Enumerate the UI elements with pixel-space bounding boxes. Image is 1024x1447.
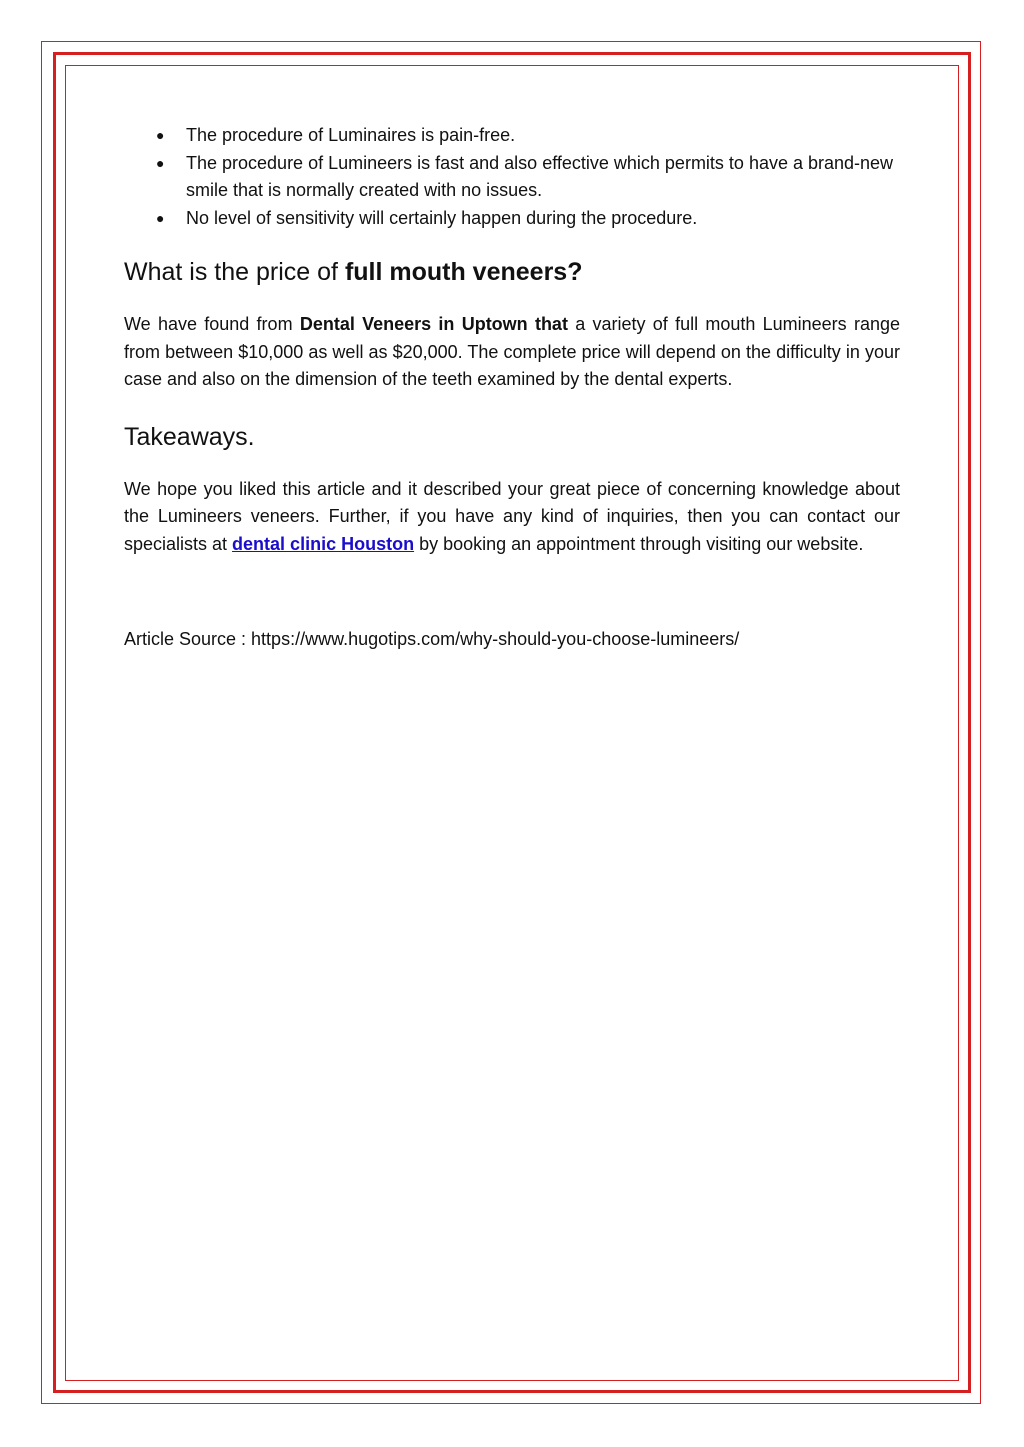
takeaways-heading: Takeaways.: [124, 422, 255, 451]
list-item-text: The procedure of Luminaires is pain-free.: [186, 125, 516, 145]
list-item: [156, 205, 900, 233]
takeaways-paragraph-end: by booking an appointment through visiting our website.: [414, 533, 864, 554]
takeaways-paragraph-start: We hope you liked this article and it described your great piece of concerning knowledge about the Lumineers veneers. Further, if you have any kind of inquiries, then you can contact our specialists at: [124, 478, 900, 554]
price-paragraph-start: We have found from: [124, 314, 300, 334]
takeaways-paragraph: [124, 476, 900, 559]
list-item: [156, 150, 900, 205]
bullet-icon: ●: [156, 209, 165, 226]
article-source: Article Source : https://www.hugotips.com/why-should-you-choose-lumineers/: [124, 629, 740, 649]
price-heading-plain: What is the price of: [124, 258, 345, 286]
list-item-text: The procedure of Lumineers is fast and also effective which permits to have a brand-new smile that is normally created with no issues.: [186, 152, 894, 200]
price-heading: [124, 256, 900, 288]
bullet-icon: ●: [156, 127, 165, 143]
price-paragraph: [124, 311, 900, 394]
price-heading-bold: full mouth veneers?: [344, 258, 583, 286]
document-content: [124, 122, 900, 654]
list-item: [156, 122, 900, 150]
price-paragraph-bold: Dental Veneers in Uptown that: [299, 314, 568, 334]
benefits-list: [124, 122, 900, 232]
dental-clinic-link[interactable]: dental clinic Houston: [232, 533, 415, 554]
list-item-text: No level of sensitivity will certainly happen during the procedure.: [186, 207, 698, 228]
price-paragraph-end: a variety of full mouth Lumineers range from between $10,000 as well as $20,000. The complete price will depend on the difficulty in your case and also on the dimension of the teeth examined by the dental experts.: [124, 314, 900, 389]
bullet-icon: ●: [156, 154, 165, 171]
